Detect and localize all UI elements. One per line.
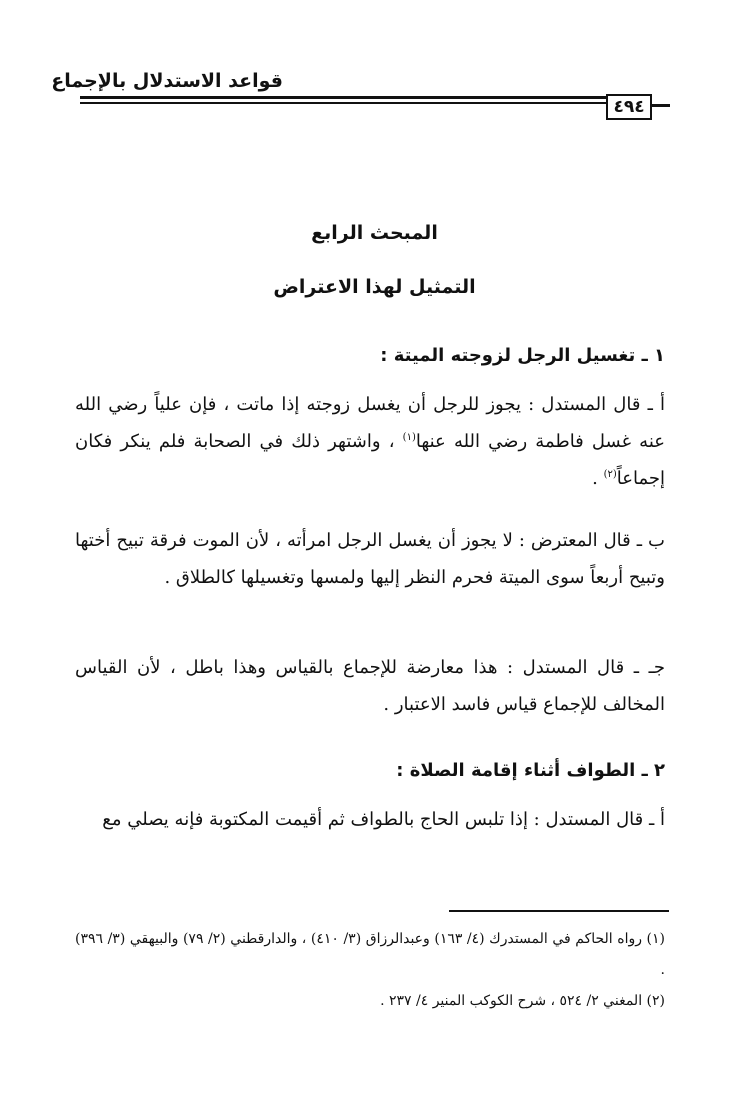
para-marker: جـ ـ	[633, 657, 665, 678]
footnote-2: (٢) المغني ٢/ ٥٢٤ ، شرح الكوكب المنير ٤/ ٢٣٧ .	[380, 993, 665, 1009]
footnote-ref-2: (٢)	[603, 469, 617, 480]
para-marker: أ ـ	[647, 394, 665, 415]
footnote-ref-1: (١)	[402, 432, 416, 443]
item-1-para-c	[75, 649, 665, 723]
header-rule-top	[80, 96, 606, 99]
para-marker: أ ـ	[649, 809, 665, 830]
para-text: قال المستدل : يجوز للرجل أن يغسل زوجته إذا ماتت ، فإن علياً رضي الله عنه غسل فاطمة رضي الله عنها	[75, 394, 665, 452]
item-1-para-b	[75, 522, 665, 596]
para-marker: ب ـ	[636, 530, 665, 551]
footnote-1: (١) رواه الحاكم في المستدرك (٤/ ١٦٣) وعبدالرزاق (٣/ ٤١٠) ، والدارقطني (٢/ ٧٩) والبيهقي (٣/ ٣٩٦) .	[75, 931, 665, 978]
para-text: قال المعترض : لا يجوز أن يغسل الرجل امرأته ، لأن الموت فرقة تبيح أختها وتبيح أربعاً سوى الميتة فحرم النظر إليها ولمسها وتغسيلها كالطلاق .	[75, 530, 665, 588]
item-1-para-a	[75, 386, 665, 497]
header-rule-tail	[652, 104, 670, 107]
header-rule-bottom	[80, 102, 606, 104]
item-2	[75, 752, 665, 789]
item-2-para-a	[75, 801, 665, 838]
para-text: ، واشتهر ذلك في الصحابة فلم ينكر فكان إجماعاً	[75, 431, 665, 489]
page-number: ٤٩٤	[606, 94, 652, 120]
section-subtitle: التمثيل لهذا الاعتراض	[273, 276, 476, 298]
footnotes	[75, 924, 665, 1017]
section-title: المبحث الرابع	[311, 222, 438, 244]
para-text: قال المستدل : إذا تلبس الحاج بالطواف ثم أقيمت المكتوبة فإنه يصلي مع	[102, 809, 644, 830]
para-text: قال المستدل : هذا معارضة للإجماع بالقياس وهذا باطل ، لأن القياس المخالف للإجماع قياس فاسد الاعتبار .	[75, 657, 665, 715]
item-1	[75, 337, 665, 374]
para-text: .	[592, 468, 604, 489]
footnote-separator	[449, 910, 669, 912]
item-1-heading: ١ ـ تغسيل الرجل لزوجته الميتة :	[380, 345, 665, 366]
item-2-heading: ٢ ـ الطواف أثناء إقامة الصلاة :	[396, 760, 665, 781]
running-title: قواعد الاستدلال بالإجماع	[51, 70, 283, 92]
